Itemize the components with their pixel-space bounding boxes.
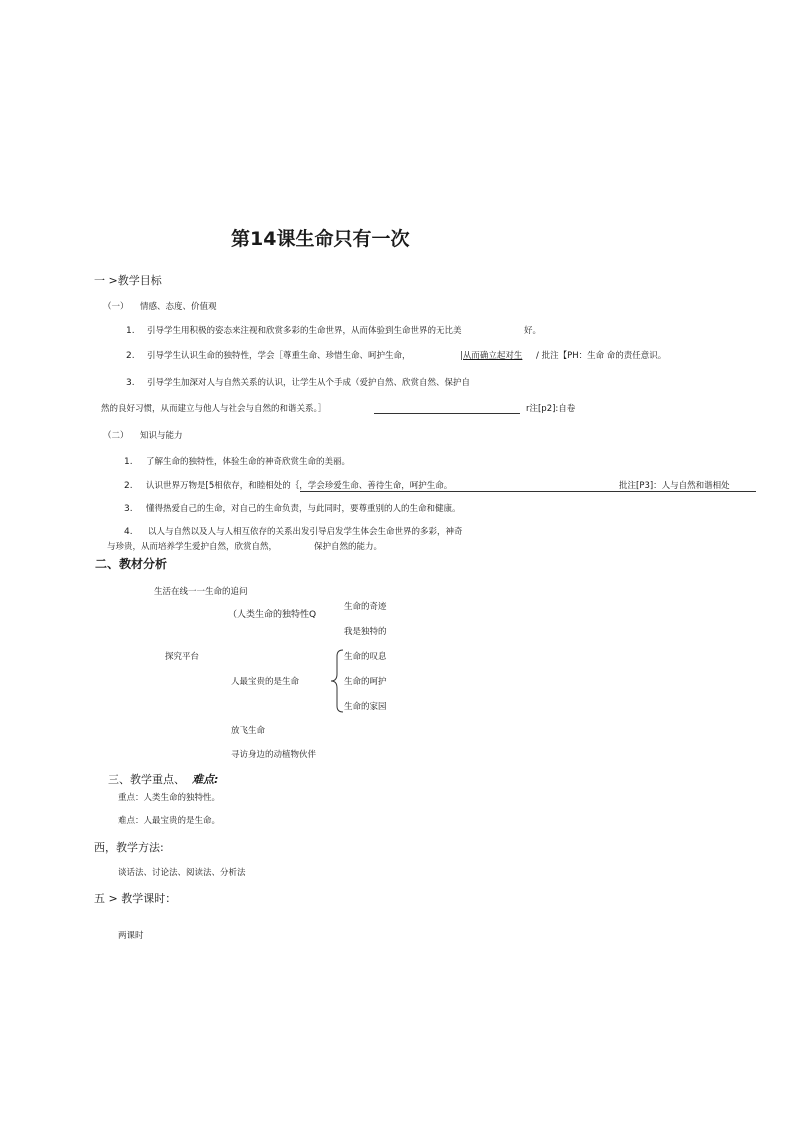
method-text: 谈话法、讨论法、阅读法、分析法 bbox=[118, 868, 246, 878]
diagram-leaf: 生命的叹息 bbox=[344, 652, 387, 662]
sub-2-label: （二） bbox=[103, 431, 129, 441]
item-tail: 好。 bbox=[524, 326, 542, 336]
diagram-node: （人类生命的独特性Q bbox=[228, 610, 317, 620]
item-num: 2. bbox=[124, 481, 133, 491]
item-num: 1. bbox=[124, 457, 133, 467]
diagram-leaf: 生命的家园 bbox=[344, 702, 387, 712]
diagram-root: 生活在线一一生命的追问 bbox=[154, 587, 248, 597]
diagram-leaf: 生命的呵护 bbox=[344, 677, 387, 687]
section-1-heading: 一 >教学目标 bbox=[94, 274, 162, 287]
section-2-heading: 二、教材分析 bbox=[95, 557, 168, 571]
diagram-leaf: 生命的奇迹 bbox=[344, 602, 387, 612]
item-num: 4. bbox=[124, 527, 133, 537]
sub-1-title: 情感、态度、价值观 bbox=[140, 302, 217, 312]
item-text: 懂得热爱自己的生命，对自己的生命负责，与此同时，要尊重别的人的生命和健康。 bbox=[146, 504, 461, 514]
comment-note: / 批注【PH：生命 命的责任意识。 bbox=[536, 351, 667, 361]
difficult-point: 难点：人最宝贵的是生命。 bbox=[118, 816, 221, 826]
diagram-node: 放飞生命 bbox=[231, 726, 266, 736]
section-5-heading: 五 > 教学课时： bbox=[94, 892, 177, 905]
item-text: 认识世界万物是[5相依存，和睦相处的｛，学会珍爱生命、善待生命，呵护生命。 bbox=[146, 481, 453, 491]
sub-1-label: （一） bbox=[103, 302, 129, 312]
section-4-heading: 西，教学方法: bbox=[94, 841, 164, 854]
item-text: 引导学生用积极的姿态来注视和欣赏多彩的生命世界，从而体验到生命世界的无比美 bbox=[147, 326, 462, 336]
item-underlined-text: |从而确立起对生 bbox=[460, 351, 523, 361]
item-text-cont: 与珍贵，从而培养学生爱护自然，欣赏自然， bbox=[107, 542, 278, 552]
comment-note: r注[p2]:自卷 bbox=[526, 404, 576, 414]
item-text: 引导学生加深对人与自然关系的认识，让学生从个手成（爱护自然、欣赏自然、保护自 bbox=[147, 378, 471, 388]
diagram-node: 寻访身边的动植物伙伴 bbox=[231, 750, 317, 760]
item-num: 3. bbox=[124, 504, 133, 514]
comment-note: 批注[P3]：人与自然和谐相处 bbox=[619, 481, 730, 491]
section-3-heading-b: 难点: bbox=[192, 773, 219, 786]
item-num: 1. bbox=[126, 326, 135, 336]
item-text-cont: 然的良好习惯，从而建立与他人与社会与自然的和谐关系。］ bbox=[101, 404, 327, 414]
key-point: 重点：人类生命的独特性。 bbox=[118, 793, 221, 803]
period-text: 两课时 bbox=[118, 931, 144, 941]
item-text: 引导学生认识生命的独特性，学会［尊重生命、珍惜生命、呵护生命， bbox=[147, 351, 411, 361]
item-num: 3. bbox=[126, 378, 135, 388]
diagram-platform: 探究平台 bbox=[165, 652, 200, 662]
comment-leader-line bbox=[374, 413, 520, 414]
item-num: 2. bbox=[126, 351, 135, 361]
sub-2-title: 知识与能力 bbox=[140, 431, 183, 441]
item-text: 以人与自然以及人与人相互依存的关系出发引导启发学生体会生命世界的多彩，神奇 bbox=[148, 527, 463, 537]
item-text: 了解生命的独特性，体验生命的神奇欣赏生命的美丽。 bbox=[146, 457, 351, 467]
section-3-heading: 三、教学重点、 bbox=[108, 773, 185, 786]
item-text-cont: 保护自然的能力。 bbox=[314, 542, 383, 552]
diagram-node: 人最宝贵的是生命 bbox=[231, 677, 300, 687]
diagram-brace bbox=[326, 648, 346, 714]
page-title: 第14课生命只有一次 bbox=[231, 228, 410, 250]
diagram-leaf: 我是独特的 bbox=[344, 627, 387, 637]
